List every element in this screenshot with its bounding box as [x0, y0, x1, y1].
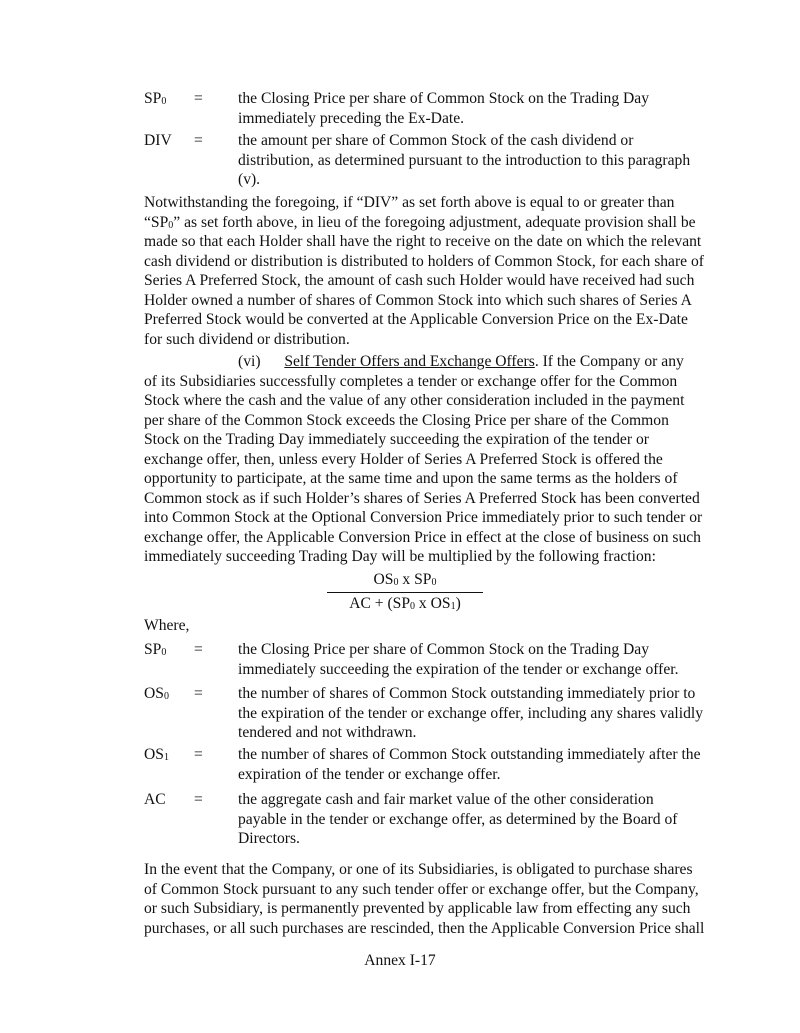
paragraph-section-vi: (vi) Self Tender Offers and Exchange Offers. If the Company or any of its Subsidiaries successfully completes a tender or exchange offer for the Common Stock where the cash and the value of any other consideration included in the payment per share of the Common Stock exceeds the Closing Price per share of the Common Stock on the Trading Day immediately succeeding the expiration of the tender or exchange offer, then, unless every Holder of Series A Preferred Stock is offered the opportunity to participate, at the same time and upon the same terms as the holders of Common stock as if such Holder’s shares of Series A Preferred Stock has been converted into Common Stock at the Optional Conversion Price immediately prior to such tender or exchange offer, the Applicable Conversion Price in effect at the close of business on such immediately succeeding Trading Day will be multiplied by the following fraction: — [144, 353, 703, 565]
def-symbol-sp0: $SP_0$ — [144, 90, 167, 107]
def-equals: = — [194, 685, 203, 702]
where-label: Where, — [144, 617, 190, 634]
page-footer: Annex I-17 — [364, 952, 436, 969]
def-text-sp0: the Closing Price per share of Common Stock on the Trading Day immediately preceding the Ex-Date. — [238, 90, 650, 127]
def-text-os0: the number of shares of Common Stock outstanding immediately prior to the expiration of the tender or exchange offer, including any shares validly tendered and not withdrawn. — [238, 685, 704, 741]
def-equals: = — [194, 641, 203, 658]
fraction-denominator: AC + ($SP_0$ x $OS_1$) — [349, 595, 461, 612]
def-symbol-os0: $OS_0$ — [144, 685, 169, 702]
def-text-ac: the aggregate cash and fair market value of the other consideration payable in the tender or exchange offer, as determined by the Board of Directors. — [238, 791, 678, 847]
def-equals: = — [194, 746, 203, 763]
fraction-bar — [327, 592, 483, 593]
def-symbol-div: DIV — [144, 132, 172, 149]
def-equals: = — [194, 791, 203, 808]
fraction-numerator: $OS_0$ x $SP_0$ — [373, 571, 437, 588]
section-number: (vi) — [238, 353, 261, 370]
section-heading: Self Tender Offers and Exchange Offers — [284, 353, 535, 370]
def-equals: = — [194, 132, 203, 149]
def-text-os1: the number of shares of Common Stock outstanding immediately after the expiration of the tender or exchange offer. — [238, 746, 701, 783]
paragraph-closing: In the event that the Company, or one of its Subsidiaries, is obligated to purchase shares of Common Stock pursuant to any such tender offer or exchange offer, but the Company, or such Subsidiary, is permanently prevented by applicable law from effecting any such purchases, or all such purchases are rescinded, then the Applicable Conversion Price shall — [144, 861, 705, 937]
def-text-sp0: the Closing Price per share of Common Stock on the Trading Day immediately succeeding the expiration of the tender or exchange offer. — [238, 641, 679, 678]
def-text-div: the amount per share of Common Stock of the cash dividend or distribution, as determined pursuant to the introduction to this paragraph (v). — [238, 132, 691, 188]
def-symbol-sp0: $SP_0$ — [144, 641, 167, 658]
paragraph-notwithstanding: Notwithstanding the foregoing, if “DIV” as set forth above is equal to or greater than “$SP_0$” as set forth above, in lieu of the foregoing adjustment, adequate provision shall be made so that each Holder shall have the right to receive on the date on which the relevant cash dividend or distribution is distributed to holders of Common Stock, for each share of Series A Preferred Stock, the amount of cash such Holder would have received had such Holder owned a number of shares of Common Stock into which such shares of Series A Preferred Stock would be converted at the Applicable Conversion Price on the Ex-Date for such dividend or distribution. — [144, 194, 704, 348]
def-symbol-ac: AC — [144, 791, 166, 808]
def-equals: = — [194, 90, 203, 107]
def-symbol-os1: $OS_1$ — [144, 746, 169, 763]
